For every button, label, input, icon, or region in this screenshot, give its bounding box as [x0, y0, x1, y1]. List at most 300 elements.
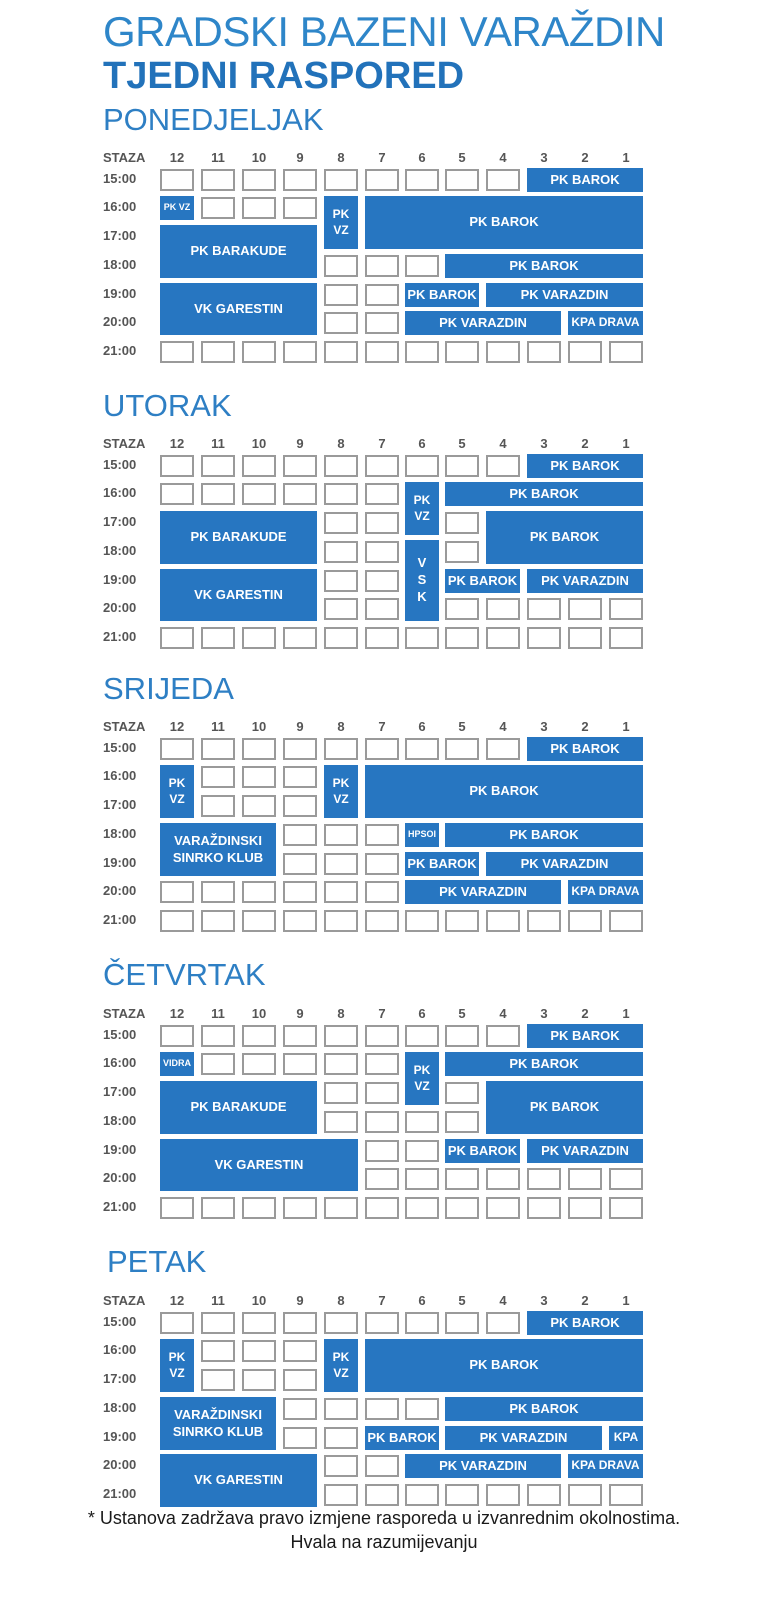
empty-slot [365, 284, 399, 306]
empty-slot [160, 627, 194, 649]
lane-number: 4 [499, 719, 507, 734]
empty-slot [486, 1197, 520, 1219]
lane-header-label: STAZA [103, 150, 146, 165]
empty-slot [324, 1312, 358, 1334]
empty-slot [201, 197, 235, 219]
lane-number: 2 [581, 719, 589, 734]
empty-slot [405, 1197, 439, 1219]
empty-slot [324, 738, 358, 760]
empty-slot [201, 341, 235, 363]
lane-number: 1 [622, 1006, 630, 1021]
time-label: 17:00 [103, 1084, 137, 1099]
lane-number: 9 [296, 1293, 304, 1308]
time-label: 18:00 [103, 1113, 137, 1128]
booking-block: PK BAROK [527, 454, 643, 478]
page-subtitle: TJEDNI RASPORED [103, 55, 465, 97]
booking-block: PK VZ [160, 196, 194, 220]
empty-slot [486, 598, 520, 620]
lane-number: 12 [169, 436, 185, 451]
empty-slot [283, 1025, 317, 1047]
empty-slot [365, 1484, 399, 1506]
lane-number: 5 [458, 1006, 466, 1021]
booking-block: PK BAROK [486, 1081, 643, 1134]
lane-number: 6 [418, 719, 426, 734]
empty-slot [365, 1140, 399, 1162]
empty-slot [324, 1082, 358, 1104]
booking-block: KPA DRAVA [568, 880, 643, 904]
empty-slot [365, 1455, 399, 1477]
empty-slot [365, 1053, 399, 1075]
empty-slot [160, 738, 194, 760]
empty-slot [609, 341, 643, 363]
empty-slot [405, 1111, 439, 1133]
booking-block: PK VARAZDIN [527, 1139, 643, 1163]
booking-block: PK VARAZDIN [486, 852, 643, 876]
lane-number: 10 [251, 1006, 267, 1021]
empty-slot [242, 169, 276, 191]
lane-number: 11 [211, 1006, 225, 1021]
booking-block: PK BAROK [445, 569, 520, 593]
lane-number: 8 [337, 719, 345, 734]
time-label: 17:00 [103, 1371, 137, 1386]
booking-block: VIDRA [160, 1052, 194, 1076]
empty-slot [324, 541, 358, 563]
lane-number: 11 [211, 436, 225, 451]
lane-number: 7 [378, 436, 386, 451]
empty-slot [365, 853, 399, 875]
time-label: 17:00 [103, 797, 137, 812]
booking-block: PK VARAZDIN [527, 569, 643, 593]
empty-slot [324, 312, 358, 334]
empty-slot [324, 512, 358, 534]
empty-slot [324, 1025, 358, 1047]
lane-number: 3 [540, 1006, 548, 1021]
time-label: 20:00 [103, 1170, 137, 1185]
empty-slot [324, 853, 358, 875]
lane-number: 1 [622, 1293, 630, 1308]
booking-block: PK VARAZDIN [405, 880, 561, 904]
empty-slot [486, 738, 520, 760]
empty-slot [365, 627, 399, 649]
booking-block: HPSOI [405, 823, 439, 847]
booking-block: PK VZ [405, 1052, 439, 1105]
empty-slot [405, 1168, 439, 1190]
lane-header-label: STAZA [103, 719, 146, 734]
empty-slot [283, 738, 317, 760]
lane-number: 2 [581, 436, 589, 451]
empty-slot [365, 255, 399, 277]
time-label: 19:00 [103, 855, 137, 870]
booking-block: PK BAROK [445, 1397, 643, 1421]
empty-slot [405, 1025, 439, 1047]
lane-number: 5 [458, 150, 466, 165]
empty-slot [201, 455, 235, 477]
empty-slot [283, 1197, 317, 1219]
empty-slot [365, 570, 399, 592]
empty-slot [365, 169, 399, 191]
booking-block: PK VARAZDIN [445, 1426, 602, 1450]
lane-number: 8 [337, 1006, 345, 1021]
empty-slot [445, 738, 479, 760]
booking-block: V S K [405, 540, 439, 621]
time-label: 21:00 [103, 912, 137, 927]
empty-slot [405, 255, 439, 277]
empty-slot [365, 598, 399, 620]
booking-block: VK GARESTIN [160, 569, 317, 621]
empty-slot [365, 1197, 399, 1219]
lane-number: 2 [581, 1293, 589, 1308]
empty-slot [283, 1427, 317, 1449]
empty-slot [283, 766, 317, 788]
empty-slot [609, 1168, 643, 1190]
lane-number: 6 [418, 1293, 426, 1308]
empty-slot [324, 1111, 358, 1133]
empty-slot [324, 455, 358, 477]
empty-slot [324, 284, 358, 306]
empty-slot [527, 1484, 561, 1506]
time-label: 16:00 [103, 485, 137, 500]
empty-slot [283, 341, 317, 363]
booking-block: PK VZ [160, 765, 194, 818]
empty-slot [242, 197, 276, 219]
lane-number: 4 [499, 1006, 507, 1021]
empty-slot [527, 598, 561, 620]
empty-slot [201, 1025, 235, 1047]
empty-slot [160, 169, 194, 191]
booking-block: PK BAROK [527, 1311, 643, 1335]
booking-block: PK BARAKUDE [160, 511, 317, 564]
empty-slot [160, 1197, 194, 1219]
empty-slot [201, 1312, 235, 1334]
booking-block: PK BAROK [365, 1339, 643, 1392]
empty-slot [242, 881, 276, 903]
booking-block: PK BAROK [445, 1139, 520, 1163]
empty-slot [527, 341, 561, 363]
empty-slot [365, 541, 399, 563]
empty-slot [283, 853, 317, 875]
empty-slot [283, 1312, 317, 1334]
empty-slot [283, 824, 317, 846]
time-label: 16:00 [103, 1055, 137, 1070]
booking-block: PK VZ [324, 196, 358, 249]
booking-block: PK VARAZDIN [486, 283, 643, 307]
time-label: 15:00 [103, 1027, 137, 1042]
empty-slot [445, 598, 479, 620]
empty-slot [445, 169, 479, 191]
lane-number: 2 [581, 150, 589, 165]
booking-block: VK GARESTIN [160, 1454, 317, 1507]
empty-slot [324, 341, 358, 363]
day-title: ČETVRTAK [103, 957, 266, 992]
empty-slot [365, 312, 399, 334]
lane-number: 3 [540, 150, 548, 165]
time-label: 19:00 [103, 286, 137, 301]
time-label: 21:00 [103, 1486, 137, 1501]
empty-slot [365, 341, 399, 363]
lane-number: 8 [337, 436, 345, 451]
time-label: 20:00 [103, 314, 137, 329]
empty-slot [445, 341, 479, 363]
empty-slot [324, 598, 358, 620]
empty-slot [568, 1197, 602, 1219]
empty-slot [527, 910, 561, 932]
empty-slot [242, 1053, 276, 1075]
booking-block: PK BAROK [445, 482, 643, 506]
lane-number: 5 [458, 719, 466, 734]
empty-slot [445, 1484, 479, 1506]
lane-number: 10 [251, 1293, 267, 1308]
lane-header-label: STAZA [103, 1293, 146, 1308]
lane-number: 5 [458, 436, 466, 451]
lane-number: 10 [251, 150, 267, 165]
empty-slot [283, 910, 317, 932]
booking-block: PK BAROK [445, 823, 643, 847]
empty-slot [160, 881, 194, 903]
time-label: 17:00 [103, 514, 137, 529]
lane-number: 3 [540, 719, 548, 734]
empty-slot [486, 910, 520, 932]
day-title: PONEDJELJAK [103, 102, 324, 137]
empty-slot [486, 1025, 520, 1047]
empty-slot [405, 1398, 439, 1420]
empty-slot [283, 1340, 317, 1362]
empty-slot [568, 910, 602, 932]
empty-slot [405, 341, 439, 363]
booking-block: PK VZ [160, 1339, 194, 1392]
lane-number: 6 [418, 1006, 426, 1021]
booking-block: PK BARAKUDE [160, 1081, 317, 1134]
empty-slot [365, 512, 399, 534]
time-label: 19:00 [103, 572, 137, 587]
empty-slot [486, 341, 520, 363]
empty-slot [324, 910, 358, 932]
footer-note: * Ustanova zadržava pravo izmjene rasporeda u izvanrednim okolnostima. [87, 1508, 681, 1528]
time-label: 15:00 [103, 171, 137, 186]
lane-number: 7 [378, 150, 386, 165]
empty-slot [486, 1168, 520, 1190]
lane-number: 9 [296, 436, 304, 451]
booking-block: VARAŽDINSKI SINRKO KLUB [160, 1397, 276, 1450]
empty-slot [201, 1053, 235, 1075]
lane-number: 12 [169, 1293, 185, 1308]
empty-slot [283, 197, 317, 219]
empty-slot [324, 1427, 358, 1449]
lane-number: 4 [499, 150, 507, 165]
lane-number: 12 [169, 1006, 185, 1021]
empty-slot [283, 483, 317, 505]
empty-slot [405, 1312, 439, 1334]
empty-slot [405, 455, 439, 477]
empty-slot [201, 738, 235, 760]
empty-slot [160, 341, 194, 363]
empty-slot [324, 169, 358, 191]
empty-slot [365, 1111, 399, 1133]
empty-slot [445, 1197, 479, 1219]
lane-number: 7 [378, 1293, 386, 1308]
empty-slot [365, 1082, 399, 1104]
booking-block: VK GARESTIN [160, 1139, 358, 1191]
lane-number: 8 [337, 150, 345, 165]
lane-number: 1 [622, 150, 630, 165]
time-label: 16:00 [103, 199, 137, 214]
empty-slot [201, 483, 235, 505]
time-label: 15:00 [103, 1314, 137, 1329]
empty-slot [283, 1369, 317, 1391]
empty-slot [609, 910, 643, 932]
empty-slot [445, 1312, 479, 1334]
time-label: 20:00 [103, 883, 137, 898]
empty-slot [486, 1484, 520, 1506]
empty-slot [201, 795, 235, 817]
empty-slot [365, 738, 399, 760]
booking-block: PK BAROK [527, 737, 643, 761]
time-label: 17:00 [103, 228, 137, 243]
booking-block: PK VARAZDIN [405, 1454, 561, 1478]
empty-slot [568, 341, 602, 363]
booking-block: KPA [609, 1426, 643, 1450]
empty-slot [609, 627, 643, 649]
empty-slot [201, 1369, 235, 1391]
lane-number: 10 [251, 436, 267, 451]
empty-slot [242, 1197, 276, 1219]
empty-slot [283, 455, 317, 477]
empty-slot [405, 169, 439, 191]
empty-slot [324, 1053, 358, 1075]
empty-slot [242, 483, 276, 505]
empty-slot [324, 824, 358, 846]
lane-number: 11 [211, 719, 225, 734]
empty-slot [568, 1168, 602, 1190]
empty-slot [242, 1312, 276, 1334]
booking-block: VARAŽDINSKI SINRKO KLUB [160, 823, 276, 876]
empty-slot [324, 1484, 358, 1506]
lane-number: 9 [296, 1006, 304, 1021]
empty-slot [201, 627, 235, 649]
empty-slot [445, 1168, 479, 1190]
booking-block: PK BARAKUDE [160, 225, 317, 278]
empty-slot [405, 1484, 439, 1506]
time-label: 18:00 [103, 826, 137, 841]
booking-block: PK BAROK [445, 254, 643, 278]
empty-slot [160, 910, 194, 932]
empty-slot [201, 1340, 235, 1362]
empty-slot [160, 1312, 194, 1334]
empty-slot [324, 1398, 358, 1420]
time-label: 21:00 [103, 1199, 137, 1214]
empty-slot [324, 483, 358, 505]
empty-slot [445, 627, 479, 649]
empty-slot [609, 598, 643, 620]
booking-block: PK BAROK [365, 1426, 439, 1450]
empty-slot [160, 483, 194, 505]
empty-slot [283, 1053, 317, 1075]
lane-number: 4 [499, 1293, 507, 1308]
lane-number: 7 [378, 1006, 386, 1021]
page-title: GRADSKI BAZENI VARAŽDIN [103, 8, 665, 55]
empty-slot [365, 881, 399, 903]
empty-slot [486, 455, 520, 477]
empty-slot [445, 1111, 479, 1133]
time-label: 20:00 [103, 1457, 137, 1472]
empty-slot [609, 1197, 643, 1219]
booking-block: KPA DRAVA [568, 1454, 643, 1478]
empty-slot [445, 512, 479, 534]
time-label: 16:00 [103, 768, 137, 783]
empty-slot [527, 1168, 561, 1190]
lane-number: 5 [458, 1293, 466, 1308]
empty-slot [365, 1168, 399, 1190]
empty-slot [445, 455, 479, 477]
time-label: 19:00 [103, 1429, 137, 1444]
empty-slot [445, 1082, 479, 1104]
time-label: 21:00 [103, 343, 137, 358]
time-label: 15:00 [103, 740, 137, 755]
lane-number: 3 [540, 1293, 548, 1308]
lane-number: 10 [251, 719, 267, 734]
empty-slot [242, 795, 276, 817]
time-label: 15:00 [103, 457, 137, 472]
lane-header-label: STAZA [103, 436, 146, 451]
booking-block: PK BAROK [405, 852, 479, 876]
booking-block: PK BAROK [365, 196, 643, 249]
booking-block: PK BAROK [527, 1024, 643, 1048]
lane-number: 1 [622, 436, 630, 451]
time-label: 18:00 [103, 257, 137, 272]
time-label: 19:00 [103, 1142, 137, 1157]
lane-number: 3 [540, 436, 548, 451]
empty-slot [365, 1025, 399, 1047]
lane-number: 12 [169, 150, 185, 165]
time-label: 16:00 [103, 1342, 137, 1357]
empty-slot [242, 910, 276, 932]
lane-number: 12 [169, 719, 185, 734]
empty-slot [405, 627, 439, 649]
empty-slot [486, 169, 520, 191]
empty-slot [324, 627, 358, 649]
empty-slot [324, 1197, 358, 1219]
empty-slot [568, 1484, 602, 1506]
empty-slot [486, 627, 520, 649]
empty-slot [242, 627, 276, 649]
empty-slot [324, 570, 358, 592]
empty-slot [365, 824, 399, 846]
empty-slot [527, 627, 561, 649]
booking-block: PK VZ [324, 765, 358, 818]
booking-block: PK BAROK [445, 1052, 643, 1076]
empty-slot [283, 881, 317, 903]
empty-slot [568, 598, 602, 620]
empty-slot [365, 1398, 399, 1420]
empty-slot [324, 255, 358, 277]
lane-number: 4 [499, 436, 507, 451]
empty-slot [405, 910, 439, 932]
empty-slot [242, 738, 276, 760]
lane-header-label: STAZA [103, 1006, 146, 1021]
empty-slot [365, 1312, 399, 1334]
empty-slot [486, 1312, 520, 1334]
lane-number: 2 [581, 1006, 589, 1021]
empty-slot [568, 627, 602, 649]
booking-block: PK VARAZDIN [405, 311, 561, 335]
booking-block: KPA DRAVA [568, 311, 643, 335]
empty-slot [201, 910, 235, 932]
booking-block: PK BAROK [365, 765, 643, 818]
empty-slot [160, 455, 194, 477]
time-label: 20:00 [103, 600, 137, 615]
booking-block: PK VZ [405, 482, 439, 535]
empty-slot [283, 1398, 317, 1420]
booking-block: VK GARESTIN [160, 283, 317, 335]
